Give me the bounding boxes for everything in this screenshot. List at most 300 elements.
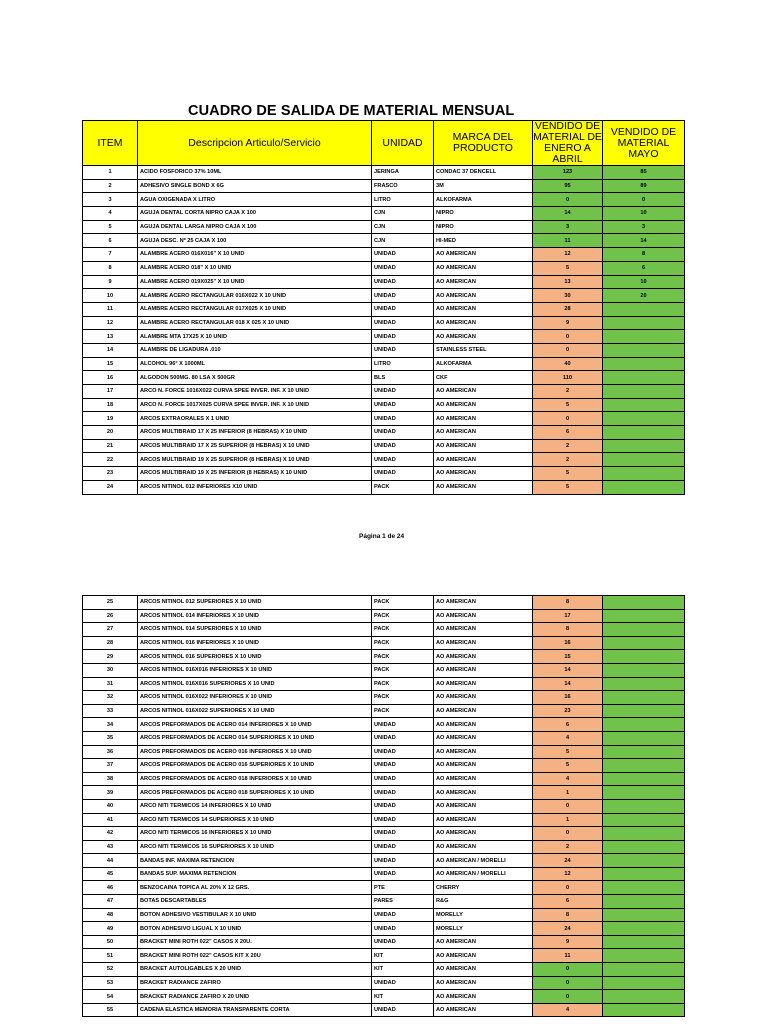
- cell-descripcion: ARCOS MULTIBRAID 17 X 25 INFERIOR (8 HEBRAS) X 10 UNID: [138, 426, 372, 440]
- table-row: [83, 854, 685, 868]
- cell-descripcion: ARCO N. FORCE 1016X022 CURVA SPEE INVER. INF. X 10 UNID: [138, 385, 372, 399]
- cell-vendido-enero-abril: 24: [533, 854, 603, 868]
- cell-item: 23: [83, 467, 138, 481]
- cell-marca: AO AMERICAN: [434, 772, 533, 786]
- cell-descripcion: ALAMBRE ACERO 018" X 10 UNID: [138, 261, 372, 275]
- cell-marca: AO AMERICAN / MORELLI: [434, 854, 533, 868]
- cell-marca: AO AMERICAN: [434, 731, 533, 745]
- cell-descripcion: ARCO NITI TERMICOS 14 SUPERIORES X 10 UNID: [138, 813, 372, 827]
- cell-marca: AO AMERICAN: [434, 261, 533, 275]
- cell-vendido-mayo: [603, 609, 685, 623]
- cell-marca: AO AMERICAN: [434, 636, 533, 650]
- cell-marca: AO AMERICAN: [434, 467, 533, 481]
- cell-vendido-mayo: [603, 799, 685, 813]
- cell-item: 31: [83, 677, 138, 691]
- cell-item: 43: [83, 840, 138, 854]
- cell-descripcion: ARCO NITI TERMICOS 16 INFERIORES X 10 UNID: [138, 827, 372, 841]
- cell-descripcion: ARCOS NITINOL 012 INFERIORES X10 UNID: [138, 480, 372, 494]
- cell-vendido-enero-abril: 1: [533, 786, 603, 800]
- cell-unidad: UNIDAD: [372, 330, 434, 344]
- cell-descripcion: BRACKET MINI ROTH 022" CASOS KIT X 20U: [138, 949, 372, 963]
- cell-vendido-mayo: 10: [603, 207, 685, 221]
- cell-unidad: UNIDAD: [372, 412, 434, 426]
- cell-marca: NIPRO: [434, 207, 533, 221]
- cell-vendido-mayo: [603, 439, 685, 453]
- cell-unidad: UNIDAD: [372, 398, 434, 412]
- cell-vendido-enero-abril: 5: [533, 759, 603, 773]
- cell-vendido-mayo: [603, 895, 685, 909]
- cell-vendido-enero-abril: 17: [533, 609, 603, 623]
- cell-vendido-mayo: [603, 840, 685, 854]
- cell-item: 48: [83, 908, 138, 922]
- cell-descripcion: ALAMBRE ACERO 019X025" X 10 UNID: [138, 275, 372, 289]
- cell-unidad: PARES: [372, 895, 434, 909]
- cell-vendido-mayo: [603, 908, 685, 922]
- table-row: [83, 786, 685, 800]
- cell-item: 20: [83, 426, 138, 440]
- cell-marca: CHERRY: [434, 881, 533, 895]
- header-vendido-mayo: VENDIDO DE MATERIAL MAYO: [603, 121, 685, 166]
- table-row: [83, 908, 685, 922]
- cell-unidad: UNIDAD: [372, 867, 434, 881]
- cell-descripcion: ARCO NITI TERMICOS 14 INFERIORES X 10 UNID: [138, 799, 372, 813]
- cell-vendido-enero-abril: 12: [533, 248, 603, 262]
- cell-descripcion: ALGODON 500MG. 80 LSA X 500GR: [138, 371, 372, 385]
- cell-marca: AO AMERICAN: [434, 453, 533, 467]
- table-row: [83, 480, 685, 494]
- cell-vendido-mayo: 14: [603, 234, 685, 248]
- cell-marca: AO AMERICAN: [434, 718, 533, 732]
- cell-vendido-mayo: [603, 596, 685, 610]
- cell-vendido-mayo: [603, 772, 685, 786]
- cell-vendido-enero-abril: 14: [533, 663, 603, 677]
- cell-vendido-mayo: [603, 398, 685, 412]
- cell-marca: AO AMERICAN: [434, 480, 533, 494]
- cell-vendido-mayo: [603, 385, 685, 399]
- cell-vendido-enero-abril: 16: [533, 636, 603, 650]
- cell-descripcion: ARCOS PREFORMADOS DE ACERO 014 SUPERIORES X 10 UNID: [138, 731, 372, 745]
- cell-descripcion: ARCO N. FORCE 1017X025 CURVA SPEE INVER. INF. X 10 UNID: [138, 398, 372, 412]
- cell-descripcion: ALAMBRE ACERO RECTANGULAR 016X022 X 10 UNID: [138, 289, 372, 303]
- cell-vendido-enero-abril: 1: [533, 813, 603, 827]
- table-row: [83, 704, 685, 718]
- cell-marca: AO AMERICAN: [434, 745, 533, 759]
- cell-vendido-enero-abril: 123: [533, 166, 603, 180]
- cell-marca: ALKOFARMA: [434, 357, 533, 371]
- cell-marca: R&G: [434, 895, 533, 909]
- table-row: [83, 663, 685, 677]
- cell-item: 30: [83, 663, 138, 677]
- cell-marca: AO AMERICAN: [434, 439, 533, 453]
- cell-item: 33: [83, 704, 138, 718]
- cell-vendido-mayo: [603, 426, 685, 440]
- table-row: [83, 745, 685, 759]
- cell-vendido-mayo: [603, 316, 685, 330]
- cell-marca: AO AMERICAN: [434, 990, 533, 1004]
- cell-item: 55: [83, 1003, 138, 1017]
- cell-vendido-enero-abril: 0: [533, 881, 603, 895]
- cell-item: 44: [83, 854, 138, 868]
- table-row: [83, 289, 685, 303]
- cell-descripcion: ARCOS MULTIBRAID 19 X 25 SUPERIOR (8 HEBRAS) X 10 UNID: [138, 453, 372, 467]
- cell-vendido-enero-abril: 14: [533, 207, 603, 221]
- header-descripcion: Descripcion Articulo/Servicio: [138, 121, 372, 166]
- cell-unidad: UNIDAD: [372, 759, 434, 773]
- cell-item: 4: [83, 207, 138, 221]
- cell-vendido-enero-abril: 28: [533, 302, 603, 316]
- cell-unidad: PACK: [372, 663, 434, 677]
- cell-marca: AO AMERICAN: [434, 827, 533, 841]
- cell-descripcion: BOTON ADHESIVO LIGUAL X 10 UNID: [138, 922, 372, 936]
- cell-item: 2: [83, 179, 138, 193]
- cell-descripcion: BANDAS SUP. MAXIMA RETENCION: [138, 867, 372, 881]
- cell-vendido-mayo: [603, 827, 685, 841]
- cell-unidad: CJN: [372, 234, 434, 248]
- cell-marca: ALKOFARMA: [434, 193, 533, 207]
- cell-item: 26: [83, 609, 138, 623]
- cell-marca: AO AMERICAN: [434, 786, 533, 800]
- cell-vendido-mayo: [603, 881, 685, 895]
- cell-vendido-enero-abril: 5: [533, 480, 603, 494]
- table-row: [83, 426, 685, 440]
- cell-unidad: UNIDAD: [372, 453, 434, 467]
- cell-vendido-mayo: [603, 1003, 685, 1017]
- table-row: [83, 813, 685, 827]
- cell-vendido-enero-abril: 6: [533, 426, 603, 440]
- cell-marca: AO AMERICAN: [434, 963, 533, 977]
- cell-unidad: PACK: [372, 623, 434, 637]
- cell-unidad: PACK: [372, 480, 434, 494]
- cell-unidad: UNIDAD: [372, 813, 434, 827]
- table-row: [83, 166, 685, 180]
- cell-vendido-mayo: [603, 677, 685, 691]
- cell-vendido-enero-abril: 95: [533, 179, 603, 193]
- cell-item: 49: [83, 922, 138, 936]
- cell-item: 50: [83, 935, 138, 949]
- cell-unidad: UNIDAD: [372, 302, 434, 316]
- table-row: [83, 193, 685, 207]
- cell-vendido-mayo: [603, 412, 685, 426]
- cell-vendido-mayo: 0: [603, 193, 685, 207]
- table-row: [83, 759, 685, 773]
- cell-item: 16: [83, 371, 138, 385]
- cell-marca: AO AMERICAN: [434, 935, 533, 949]
- cell-descripcion: ALAMBRE ACERO RECTANGULAR 017X025 X 10 UNID: [138, 302, 372, 316]
- table-row: [83, 439, 685, 453]
- cell-marca: AO AMERICAN: [434, 609, 533, 623]
- cell-unidad: UNIDAD: [372, 772, 434, 786]
- cell-vendido-enero-abril: 6: [533, 718, 603, 732]
- cell-descripcion: BOTAS DESCARTABLES: [138, 895, 372, 909]
- cell-unidad: PACK: [372, 691, 434, 705]
- table-row: [83, 343, 685, 357]
- cell-item: 51: [83, 949, 138, 963]
- cell-item: 24: [83, 480, 138, 494]
- cell-vendido-enero-abril: 4: [533, 731, 603, 745]
- cell-descripcion: ARCOS NITINOL 016 SUPERIORES X 10 UNID: [138, 650, 372, 664]
- cell-vendido-mayo: [603, 636, 685, 650]
- cell-vendido-mayo: [603, 663, 685, 677]
- cell-vendido-enero-abril: 5: [533, 261, 603, 275]
- table-row: [83, 220, 685, 234]
- cell-vendido-enero-abril: 14: [533, 677, 603, 691]
- cell-item: 37: [83, 759, 138, 773]
- cell-marca: STAINLESS STEEL: [434, 343, 533, 357]
- header-vendido-enero-abril: VENDIDO DE MATERIAL DE ENERO A ABRIL: [533, 120, 602, 165]
- cell-item: 11: [83, 302, 138, 316]
- table-row: [83, 179, 685, 193]
- cell-descripcion: ALAMBRE ACERO RECTANGULAR 018 X 025 X 10 UNID: [138, 316, 372, 330]
- cell-marca: AO AMERICAN: [434, 248, 533, 262]
- cell-vendido-enero-abril: 9: [533, 935, 603, 949]
- cell-item: 34: [83, 718, 138, 732]
- table-row: [83, 867, 685, 881]
- cell-vendido-mayo: [603, 759, 685, 773]
- cell-vendido-enero-abril: 4: [533, 1003, 603, 1017]
- cell-item: 1: [83, 166, 138, 180]
- cell-item: 19: [83, 412, 138, 426]
- cell-item: 54: [83, 990, 138, 1004]
- cell-marca: AO AMERICAN / MORELLI: [434, 867, 533, 881]
- cell-vendido-enero-abril: 30: [533, 289, 603, 303]
- cell-vendido-mayo: [603, 949, 685, 963]
- table-row: [83, 371, 685, 385]
- cell-item: 45: [83, 867, 138, 881]
- cell-unidad: UNIDAD: [372, 731, 434, 745]
- cell-descripcion: ALAMBRE MTA 17X25 X 10 UNID: [138, 330, 372, 344]
- cell-descripcion: ACIDO FOSFORICO 37% 10ML: [138, 166, 372, 180]
- cell-vendido-enero-abril: 8: [533, 908, 603, 922]
- header-unidad: UNIDAD: [372, 121, 434, 166]
- cell-vendido-enero-abril: 5: [533, 745, 603, 759]
- cell-vendido-enero-abril: 110: [533, 371, 603, 385]
- page-number: Página 1 de 24: [359, 533, 405, 540]
- cell-vendido-mayo: [603, 357, 685, 371]
- cell-descripcion: ALAMBRE DE LIGADURA .010: [138, 343, 372, 357]
- table-row: [83, 623, 685, 637]
- cell-unidad: UNIDAD: [372, 922, 434, 936]
- cell-marca: AO AMERICAN: [434, 813, 533, 827]
- cell-vendido-mayo: 89: [603, 179, 685, 193]
- cell-marca: HI-MED: [434, 234, 533, 248]
- table-row: [83, 827, 685, 841]
- table-row: [83, 207, 685, 221]
- cell-marca: AO AMERICAN: [434, 1003, 533, 1017]
- table-row: [83, 636, 685, 650]
- cell-vendido-enero-abril: 2: [533, 840, 603, 854]
- cell-unidad: UNIDAD: [372, 316, 434, 330]
- cell-vendido-enero-abril: 0: [533, 343, 603, 357]
- cell-unidad: KIT: [372, 949, 434, 963]
- cell-vendido-mayo: [603, 330, 685, 344]
- cell-item: 7: [83, 248, 138, 262]
- cell-vendido-enero-abril: 8: [533, 623, 603, 637]
- cell-descripcion: ALAMBRE ACERO 016X016" X 10 UNID: [138, 248, 372, 262]
- cell-vendido-mayo: [603, 691, 685, 705]
- cell-vendido-mayo: [603, 867, 685, 881]
- table-row: [83, 990, 685, 1004]
- cell-vendido-mayo: [603, 731, 685, 745]
- cell-item: 13: [83, 330, 138, 344]
- cell-descripcion: ARCOS EXTRAORALES X 1 UNID: [138, 412, 372, 426]
- cell-unidad: KIT: [372, 963, 434, 977]
- cell-unidad: PACK: [372, 636, 434, 650]
- cell-vendido-mayo: 6: [603, 261, 685, 275]
- table-row: [83, 261, 685, 275]
- cell-vendido-enero-abril: 0: [533, 193, 603, 207]
- cell-vendido-mayo: 85: [603, 166, 685, 180]
- cell-item: 47: [83, 895, 138, 909]
- cell-unidad: UNIDAD: [372, 799, 434, 813]
- cell-vendido-enero-abril: 5: [533, 398, 603, 412]
- cell-descripcion: AGUJA DESC. Nº 25 CAJA X 100: [138, 234, 372, 248]
- table-row: [83, 881, 685, 895]
- cell-unidad: PACK: [372, 677, 434, 691]
- cell-unidad: PACK: [372, 609, 434, 623]
- cell-marca: AO AMERICAN: [434, 691, 533, 705]
- cell-descripcion: ARCOS NITINOL 016X016 INFERIORES X 10 UNID: [138, 663, 372, 677]
- header-row: [83, 121, 685, 166]
- cell-marca: NIPRO: [434, 220, 533, 234]
- cell-descripcion: AGUJA DENTAL LARGA NIPRO CAJA X 100: [138, 220, 372, 234]
- cell-descripcion: CADENA ELASTICA MEMORIA TRANSPARENTE CORTA: [138, 1003, 372, 1017]
- cell-descripcion: ARCOS PREFORMADOS DE ACERO 014 INFERIORES X 10 UNID: [138, 718, 372, 732]
- cell-marca: CKF: [434, 371, 533, 385]
- cell-vendido-enero-abril: 23: [533, 704, 603, 718]
- cell-vendido-enero-abril: 11: [533, 234, 603, 248]
- cell-vendido-enero-abril: 0: [533, 976, 603, 990]
- cell-marca: AO AMERICAN: [434, 677, 533, 691]
- cell-unidad: CJN: [372, 207, 434, 221]
- cell-item: 42: [83, 827, 138, 841]
- cell-vendido-enero-abril: 0: [533, 412, 603, 426]
- cell-descripcion: BRACKET AUTOLIGABLES X 20 UNID: [138, 963, 372, 977]
- cell-item: 41: [83, 813, 138, 827]
- cell-descripcion: ADHESIVO SINGLE BOND X 6G: [138, 179, 372, 193]
- cell-descripcion: BRACKET RADIANCE ZAFIRO: [138, 976, 372, 990]
- cell-marca: AO AMERICAN: [434, 596, 533, 610]
- cell-unidad: PACK: [372, 596, 434, 610]
- cell-marca: MORELLY: [434, 922, 533, 936]
- cell-unidad: CJN: [372, 220, 434, 234]
- table-row: [83, 718, 685, 732]
- cell-descripcion: BRACKET MINI ROTH 022" CASOS X 20U.: [138, 935, 372, 949]
- cell-marca: AO AMERICAN: [434, 426, 533, 440]
- table-row: [83, 385, 685, 399]
- cell-unidad: PACK: [372, 704, 434, 718]
- cell-item: 36: [83, 745, 138, 759]
- cell-vendido-mayo: [603, 963, 685, 977]
- cell-marca: AO AMERICAN: [434, 412, 533, 426]
- table-row: [83, 677, 685, 691]
- table-row: [83, 596, 685, 610]
- cell-item: 15: [83, 357, 138, 371]
- cell-vendido-mayo: [603, 935, 685, 949]
- cell-unidad: FRASCO: [372, 179, 434, 193]
- cell-vendido-enero-abril: 0: [533, 963, 603, 977]
- cell-unidad: UNIDAD: [372, 840, 434, 854]
- cell-item: 38: [83, 772, 138, 786]
- cell-unidad: UNIDAD: [372, 467, 434, 481]
- cell-unidad: UNIDAD: [372, 908, 434, 922]
- table-row: [83, 467, 685, 481]
- cell-vendido-mayo: [603, 302, 685, 316]
- table-body-page-1: [83, 166, 685, 495]
- cell-descripcion: BENZOCAINA TOPICA AL 20% X 12 GRS.: [138, 881, 372, 895]
- cell-vendido-mayo: [603, 922, 685, 936]
- cell-unidad: UNIDAD: [372, 718, 434, 732]
- cell-vendido-enero-abril: 6: [533, 895, 603, 909]
- cell-marca: AO AMERICAN: [434, 663, 533, 677]
- cell-vendido-enero-abril: 24: [533, 922, 603, 936]
- cell-item: 28: [83, 636, 138, 650]
- cell-vendido-enero-abril: 16: [533, 691, 603, 705]
- table-row: [83, 976, 685, 990]
- cell-item: 12: [83, 316, 138, 330]
- cell-vendido-mayo: [603, 990, 685, 1004]
- cell-item: 3: [83, 193, 138, 207]
- cell-vendido-mayo: [603, 745, 685, 759]
- cell-item: 40: [83, 799, 138, 813]
- cell-descripcion: BOTON ADHESIVO VESTIBULAR X 10 UNID: [138, 908, 372, 922]
- cell-vendido-enero-abril: 13: [533, 275, 603, 289]
- cell-descripcion: ARCOS PREFORMADOS DE ACERO 018 INFERIORES X 10 UNID: [138, 772, 372, 786]
- table-row: [83, 772, 685, 786]
- cell-vendido-enero-abril: 9: [533, 316, 603, 330]
- cell-vendido-mayo: [603, 480, 685, 494]
- cell-vendido-enero-abril: 5: [533, 467, 603, 481]
- cell-descripcion: ARCOS NITINOL 016X022 SUPERIORES X 10 UNID: [138, 704, 372, 718]
- cell-descripcion: ARCOS NITINOL 014 SUPERIORES X 10 UNID: [138, 623, 372, 637]
- table-row: [83, 398, 685, 412]
- cell-unidad: UNIDAD: [372, 289, 434, 303]
- cell-vendido-mayo: 8: [603, 248, 685, 262]
- cell-vendido-mayo: 10: [603, 275, 685, 289]
- cell-marca: AO AMERICAN: [434, 385, 533, 399]
- cell-vendido-mayo: [603, 854, 685, 868]
- cell-vendido-enero-abril: 0: [533, 330, 603, 344]
- cell-item: 10: [83, 289, 138, 303]
- cell-item: 53: [83, 976, 138, 990]
- cell-marca: AO AMERICAN: [434, 289, 533, 303]
- cell-item: 22: [83, 453, 138, 467]
- table-row: [83, 248, 685, 262]
- cell-vendido-enero-abril: 8: [533, 596, 603, 610]
- table-row: [83, 840, 685, 854]
- cell-unidad: UNIDAD: [372, 854, 434, 868]
- cell-descripcion: ARCOS PREFORMADOS DE ACERO 016 INFERIORES X 10 UNID: [138, 745, 372, 759]
- table-body-page-2: [83, 596, 685, 1017]
- cell-marca: AO AMERICAN: [434, 275, 533, 289]
- cell-unidad: UNIDAD: [372, 275, 434, 289]
- header-marca: MARCA DEL PRODUCTO: [434, 121, 533, 166]
- cell-vendido-mayo: [603, 813, 685, 827]
- cell-unidad: UNIDAD: [372, 976, 434, 990]
- table-row: [83, 357, 685, 371]
- cell-vendido-enero-abril: 11: [533, 949, 603, 963]
- cell-item: 39: [83, 786, 138, 800]
- cell-marca: CONDAC 37 DENCELL: [434, 166, 533, 180]
- cell-vendido-mayo: [603, 371, 685, 385]
- cell-descripcion: BANDAS INF. MAXIMA RETENCION: [138, 854, 372, 868]
- cell-vendido-enero-abril: 12: [533, 867, 603, 881]
- table-row: [83, 234, 685, 248]
- cell-descripcion: ARCOS NITINOL 016 INFERIORES X 10 UNID: [138, 636, 372, 650]
- cell-unidad: LITRO: [372, 193, 434, 207]
- cell-vendido-enero-abril: 40: [533, 357, 603, 371]
- cell-unidad: UNIDAD: [372, 385, 434, 399]
- cell-unidad: PTE: [372, 881, 434, 895]
